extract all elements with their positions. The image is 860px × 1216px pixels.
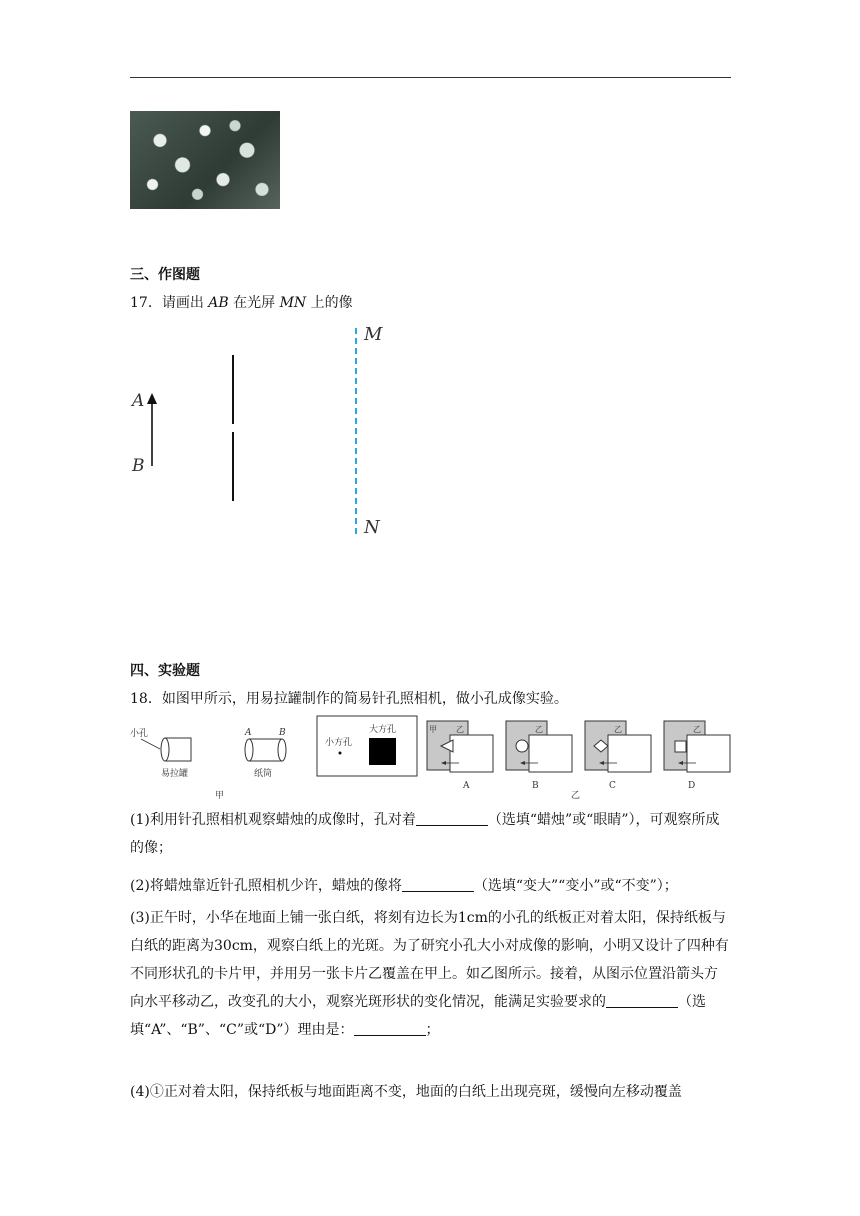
- q17-text-mid: 在光屏: [233, 295, 276, 311]
- big-square-hole: [369, 738, 396, 765]
- tree-shadow-photo: [130, 111, 280, 209]
- label-tube-a: A: [245, 728, 252, 738]
- figure-18: [125, 712, 740, 804]
- question-17: [130, 292, 353, 312]
- label-a: A: [132, 391, 145, 411]
- svg-text:乙: 乙: [456, 725, 464, 734]
- figure-17: [125, 320, 405, 545]
- answer-blank-1[interactable]: [416, 811, 488, 826]
- tube-left-end: [245, 739, 253, 761]
- svg-text:甲: 甲: [429, 725, 437, 734]
- object-arrowhead: [147, 393, 157, 404]
- option-label-d: D: [688, 781, 696, 791]
- option-card-c: [585, 721, 651, 772]
- q18-part4: (4)①正对着太阳，保持纸板与地面距离不变，地面的白纸上出现亮斑，缓慢向左移动覆盖: [130, 1084, 682, 1100]
- svg-text:乙: 乙: [614, 725, 622, 734]
- label-small-square: 小方孔: [325, 738, 353, 748]
- label-can: 易拉罐: [161, 769, 189, 779]
- small-square-dot: [339, 752, 342, 755]
- option-label-a: A: [463, 781, 470, 791]
- caption-jia: 甲: [215, 791, 225, 801]
- tube-right-end: [278, 739, 286, 761]
- label-b: B: [132, 456, 145, 476]
- label-n: N: [364, 517, 380, 538]
- answer-blank-4[interactable]: [354, 1021, 426, 1036]
- caption-yi: 乙: [571, 791, 581, 801]
- header-rule: [130, 77, 731, 78]
- section-heading-experiment: 四、实验题: [130, 663, 200, 679]
- option-card-d: [664, 721, 730, 772]
- question-18-intro: 18．如图甲所示，用易拉罐制作的简易针孔照相机，做小孔成像实验。: [130, 691, 568, 707]
- q17-number: 17．: [130, 295, 162, 311]
- q17-text-pre: 请画出: [161, 295, 204, 311]
- option-card-a: [427, 721, 493, 772]
- answer-blank-2[interactable]: [402, 877, 474, 892]
- q18-part1: (1)利用针孔照相机观察蜡烛的成像时，孔对着 （选填“蜡烛”或“眼睛”），可观察所成的像；: [130, 812, 720, 856]
- svg-text:乙: 乙: [693, 725, 701, 734]
- hole-pointer: [141, 739, 160, 749]
- option-card-b: [506, 721, 572, 772]
- option-label-c: C: [609, 781, 616, 791]
- q17-text-post: 上的像: [310, 295, 353, 311]
- svg-text:乙: 乙: [535, 725, 543, 734]
- option-label-b: B: [532, 781, 539, 791]
- can-front: [161, 738, 169, 761]
- label-big-square: 大方孔: [369, 725, 397, 735]
- q18-part3: (3)正午时，小华在地面上铺一张白纸，将刻有边长为1cm的小孔的纸板正对着太阳，保持纸板与白纸的距离为30cm，观察白纸上的光斑。为了研究小孔大小对成像的影响，小明又设计了四种有不同形状孔的卡片甲，并用另一张卡片乙覆盖在甲上。如乙图所示。接着，从图示位置沿箭头方向水平移动乙，改变孔的大小，观察光斑形状的变化情况，能满足实验要求的 （选填“A”、“B”、“C”或“D”）理由是： ；: [130, 910, 729, 1038]
- answer-blank-3[interactable]: [606, 993, 678, 1008]
- label-m: M: [364, 324, 383, 345]
- q17-mn: MN: [279, 295, 307, 311]
- label-tube-b: B: [279, 728, 286, 738]
- q17-ab: AB: [208, 295, 229, 311]
- section-heading-drawing: 三、作图题: [130, 267, 200, 283]
- label-hole: 小孔: [130, 729, 149, 739]
- q18-part2: (2)将蜡烛靠近针孔照相机少许，蜡烛的像将 （选填“变大”“变小”或“不变”）；: [130, 878, 678, 894]
- label-tube: 纸筒: [254, 769, 273, 779]
